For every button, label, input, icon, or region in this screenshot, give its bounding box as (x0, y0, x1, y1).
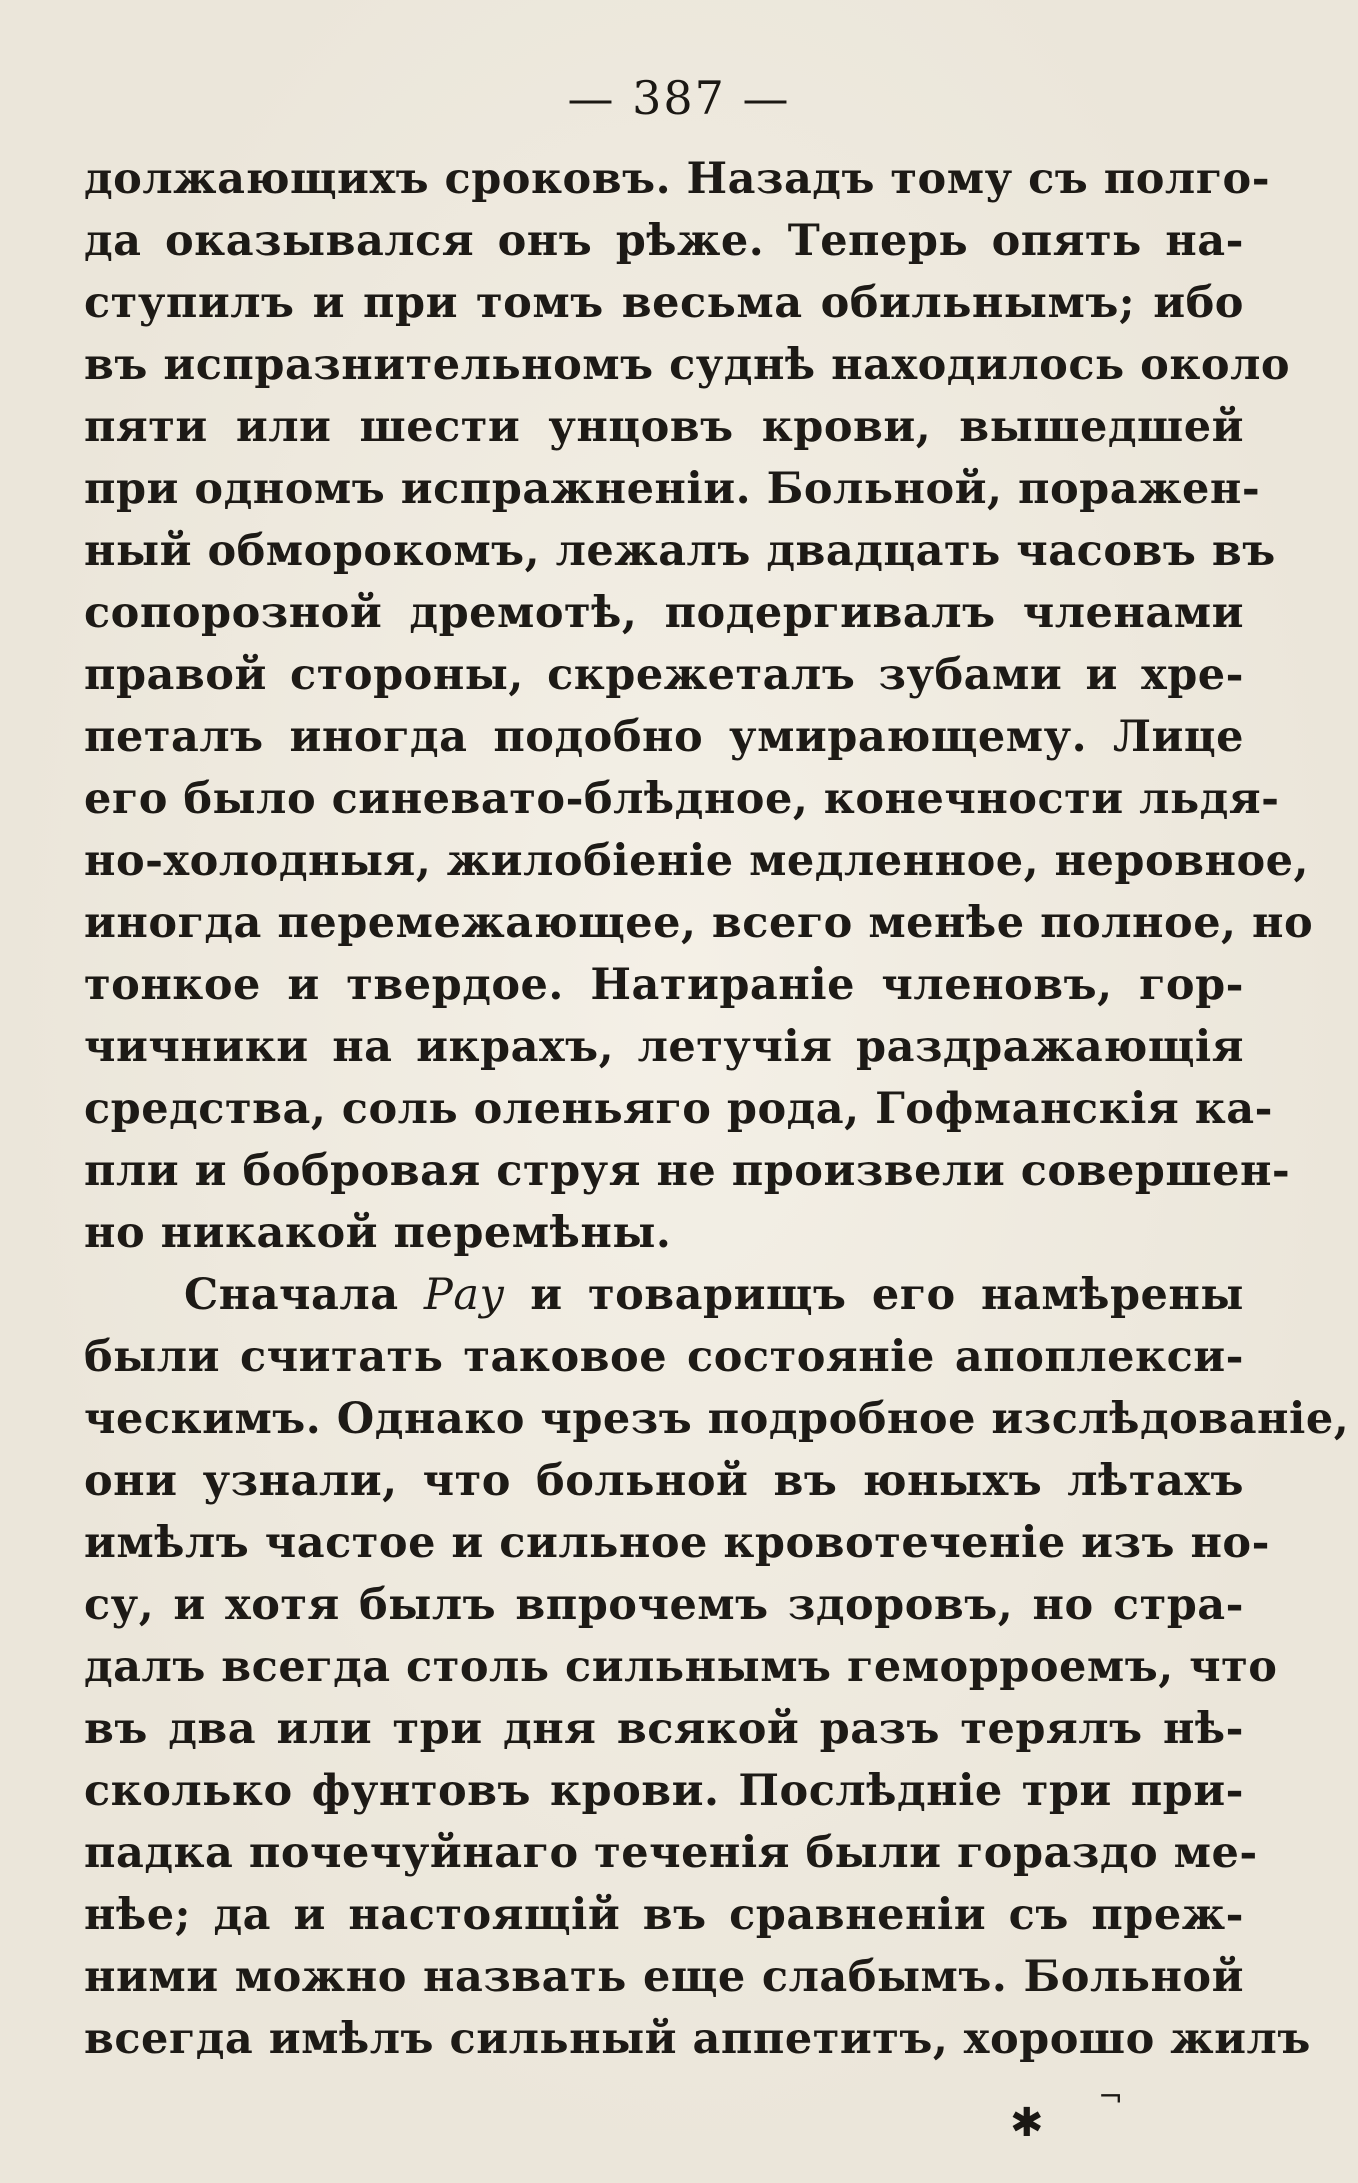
paragraph-opening-word: Сначала (184, 1270, 399, 1320)
text-line: тонкое и твердое. Натираніе членовъ, гор- (84, 960, 1244, 1010)
page-number: — 387 — (567, 71, 791, 125)
text-line: они узнали, что больной въ юныхъ лѣтахъ (84, 1456, 1244, 1506)
text-line: сколько фунтовъ крови. Послѣдніе три при- (84, 1766, 1244, 1816)
text-line: но-холодныя, жилобіеніе медленное, неровное, (84, 836, 1309, 886)
text-line: въ два или три дня всякой разъ терялъ нѣ- (84, 1704, 1244, 1754)
text-line: петалъ иногда подобно умирающему. Лице (84, 712, 1244, 762)
text-line: чичники на икрахъ, летучія раздражающія (84, 1022, 1244, 1072)
text-line: были считать таковое состояніе апоплекси- (84, 1332, 1244, 1382)
text-line: пли и бобровая струя не произвели совершен- (84, 1146, 1291, 1196)
body-text (84, 148, 1350, 2070)
text-line: ный обморокомъ, лежалъ двадцать часовъ въ (84, 526, 1276, 576)
text-line: су, и хотя былъ впрочемъ здоровъ, но стра- (84, 1580, 1244, 1630)
text-line: ними можно назвать еще слабымъ. Больной (84, 1952, 1244, 2002)
text-line: его было синевато-блѣдное, конечности льдя- (84, 774, 1280, 824)
text-line: нѣе; да и настоящій въ сравненіи съ преж- (84, 1890, 1244, 1940)
paragraph-end-line: но никакой перемѣны. (84, 1208, 672, 1258)
text-line: да оказывался онъ рѣже. Теперь опять на- (84, 216, 1244, 266)
text-line: ступилъ и при томъ весьма обильнымъ; ибо (84, 278, 1244, 328)
text-line: средства, соль оленьяго рода, Гофманскія ка- (84, 1084, 1274, 1134)
text-line: всегда имѣлъ сильный аппетитъ, хорошо жилъ (84, 2014, 1311, 2064)
text-line: иногда перемежающее, всего менѣе полное, но (84, 898, 1314, 948)
italic-name: Рау (423, 1270, 505, 1320)
text-line: сопорозной дремотѣ, подергивалъ членами (84, 588, 1244, 638)
text-line: при одномъ испражненіи. Больной, поражен- (84, 464, 1261, 514)
text-line: пяти или шести унцовъ крови, вышедшей (84, 402, 1244, 452)
text-line: правой стороны, скрежеталъ зубами и хре- (84, 650, 1244, 700)
text-line: далъ всегда столь сильнымъ геморроемъ, что (84, 1642, 1278, 1692)
paragraph-start-line (84, 1264, 1244, 1326)
text-line: падка почечуйнаго теченія были гораздо ме- (84, 1828, 1258, 1878)
text-line: имѣлъ частое и сильное кровотеченіе изъ но- (84, 1518, 1270, 1568)
text-line: въ испразнительномъ суднѣ находилось около (84, 340, 1291, 390)
text-line: ческимъ. Однако чрезъ подробное изслѣдованіе, (84, 1394, 1350, 1444)
text-line: должающихъ сроковъ. Назадъ тому съ полго- (84, 154, 1271, 204)
ink-tick-icon: ¬ (1098, 2080, 1124, 2115)
signature-mark-icon: ✱ (1010, 2100, 1044, 2146)
paragraph-start-rest: и товарищъ его намѣрены (530, 1270, 1244, 1320)
